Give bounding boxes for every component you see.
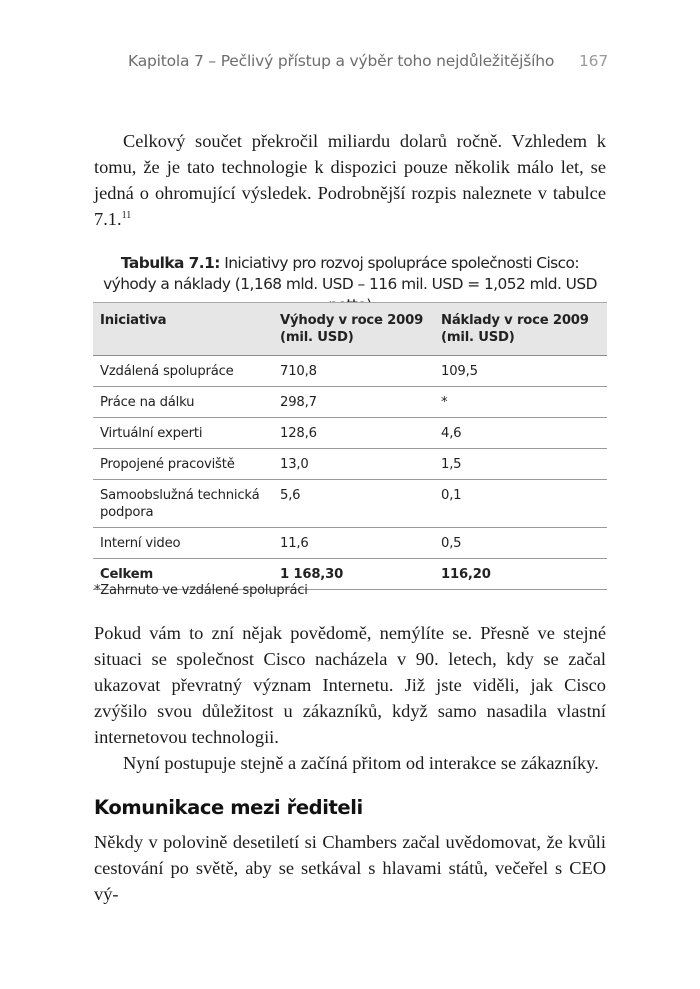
total-costs: 116,20: [441, 567, 491, 582]
table-row: [93, 528, 607, 559]
table-row: [93, 480, 607, 528]
total-benefits: 1 168,30: [280, 567, 344, 582]
section-paragraph: [94, 829, 606, 907]
intro-paragraph: [94, 128, 606, 232]
cell-initiative: Interní video: [100, 536, 181, 551]
table-caption-label: Tabulka 7.1:: [120, 254, 220, 272]
initiatives-table: [93, 302, 607, 590]
cell-initiative: Propojené pracoviště: [100, 457, 235, 472]
table-header-row: [93, 303, 607, 356]
paragraph-customer-interaction: Nyní postupuje stejně a začíná přitom od interakce se zákazníky.: [123, 753, 599, 773]
chapter-title: Kapitola 7 – Pečlivý přístup a výběr toho nejdůležitějšího: [128, 52, 555, 70]
cell-costs: 0,5: [441, 536, 462, 551]
table-footnote: *Zahrnuto ve vzdálené spolupráci: [94, 583, 308, 598]
cell-benefits: 5,6: [280, 488, 301, 503]
cell-costs: *: [441, 395, 448, 410]
cell-benefits: 11,6: [280, 536, 309, 551]
cell-benefits: 710,8: [280, 364, 317, 379]
column-header-initiative: Iniciativa: [100, 313, 167, 328]
cell-initiative: Vzdálená spolupráce: [100, 364, 234, 379]
table-row: [93, 356, 607, 387]
column-header-costs: Náklady v roce 2009 (mil. USD): [441, 313, 589, 345]
table-caption-text: Iniciativy pro rozvoj spolupráce společnosti Cisco: výhody a náklady (1,168 mld. USD – 116 mil. USD = 1,052 mld. USD netto): [103, 254, 597, 314]
cell-benefits: 128,6: [280, 426, 317, 441]
table-row: [93, 418, 607, 449]
cell-costs: 0,1: [441, 488, 462, 503]
section-paragraph-text: Někdy v polovině desetiletí si Chambers začal uvědomovat, že kvůli cestování po světě, aby se setkával s hlavami států, večeřel s CEO vý-: [94, 832, 606, 904]
cell-costs: 109,5: [441, 364, 478, 379]
column-header-benefits: Výhody v roce 2009 (mil. USD): [280, 313, 424, 345]
running-head: [128, 52, 608, 70]
total-label: Celkem: [100, 567, 154, 582]
table-row: [93, 387, 607, 418]
cell-initiative: Samoobslužná technická podpora: [100, 488, 260, 520]
cell-benefits: 298,7: [280, 395, 317, 410]
table-row: [93, 449, 607, 480]
cell-initiative: Virtuální experti: [100, 426, 203, 441]
footnote-reference: 11: [121, 210, 132, 221]
cell-initiative: Práce na dálku: [100, 395, 195, 410]
body-paragraphs: [94, 620, 606, 776]
page-number: 167: [579, 52, 608, 70]
section-heading: Komunikace mezi řediteli: [94, 796, 363, 819]
cell-costs: 1,5: [441, 457, 462, 472]
cell-costs: 4,6: [441, 426, 462, 441]
paragraph-cisco-internet: Pokud vám to zní nějak povědomě, nemýlíte se. Přesně ve stejné situaci se společnost Cisco nacházela v 90. letech, kdy se začal ukazovat převratný význam Internetu. Již jste viděli, jak Cisco zvýšilo svou důležitost u zákazníků, když samo nasadila vlastní internetovou technologii.: [94, 623, 606, 747]
intro-paragraph-text: Celkový součet překročil miliardu dolarů ročně. Vzhledem k tomu, že je tato technologie k dispozici pouze několik málo let, se jedná o ohromující výsledek. Podrobnější rozpis naleznete v tabulce 7.1.: [94, 131, 606, 229]
cell-benefits: 13,0: [280, 457, 309, 472]
